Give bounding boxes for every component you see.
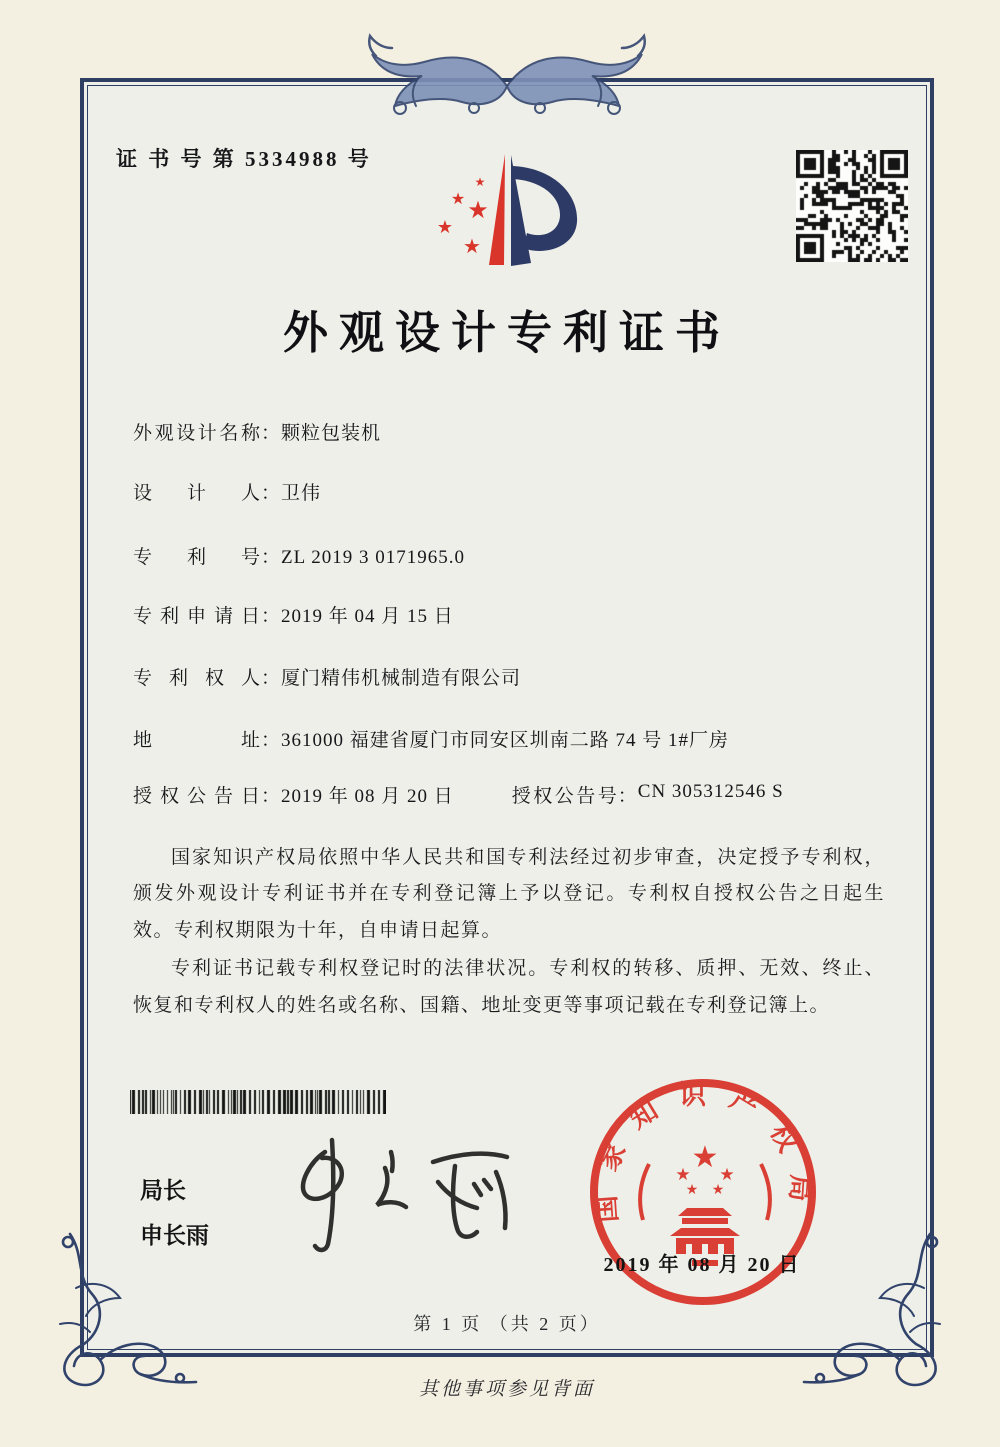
legal-text-block xyxy=(133,840,885,1026)
back-side-note: 其他事项参见背面 xyxy=(418,1379,595,1400)
seal-date: 2019 年 08 月 20 日 xyxy=(603,1254,801,1276)
svg-text:★: ★ xyxy=(691,1141,719,1174)
svg-text:★: ★ xyxy=(463,236,481,258)
field-label: 外观设计名称 xyxy=(133,423,261,444)
field-row-design-name xyxy=(133,418,381,445)
svg-text:★: ★ xyxy=(685,1183,699,1198)
svg-text:★: ★ xyxy=(450,191,466,208)
field-value: ZL 2019 3 0171965.0 xyxy=(281,547,466,568)
field-row-patent-number xyxy=(133,542,465,569)
field-label: 专利申请日 xyxy=(133,606,261,627)
grant-number-pair xyxy=(512,781,784,808)
page-number-info: 第 1 页 （共 2 页） xyxy=(413,1314,601,1334)
signer-block xyxy=(140,1168,209,1258)
field-row-grant-date-and-number xyxy=(133,781,784,808)
field-row-designer xyxy=(133,478,321,505)
certificate-title: 外观设计专利证书 xyxy=(282,308,731,358)
seal-text: 国家知识产权局 xyxy=(589,1080,817,1224)
qr-code xyxy=(796,150,908,262)
field-colon: ： xyxy=(261,786,281,807)
field-label: 地址 xyxy=(133,730,261,751)
signer-name: 申长雨 xyxy=(140,1221,209,1248)
field-colon: ： xyxy=(261,730,281,751)
field-colon: ： xyxy=(261,423,281,444)
certificate-number: 证 书 号 第 5334988 号 xyxy=(116,147,372,171)
svg-text:★: ★ xyxy=(436,217,454,237)
field-value: 厦门精伟机械制造有限公司 xyxy=(281,668,522,689)
legal-paragraph-1: 国家知识产权局依照中华人民共和国专利法经过初步审查，决定授予专利权，颁发外观设计专利证书并在专利登记簿上予以登记。专利权自授权公告之日起生效。专利权期限为十年，自申请日起算。 xyxy=(133,847,885,941)
field-row-address xyxy=(133,725,729,752)
svg-text:★: ★ xyxy=(675,1165,691,1184)
field-value: 2019 年 04 月 15 日 xyxy=(281,606,454,627)
field-value: CN 305312546 S xyxy=(637,781,784,802)
field-label: 专利号 xyxy=(133,547,261,568)
signature-stroke xyxy=(270,1130,530,1260)
field-value: 361000 福建省厦门市同安区圳南二路 74 号 1#厂房 xyxy=(281,730,730,751)
field-label: 设计人 xyxy=(133,483,261,504)
field-row-filing-date xyxy=(133,601,454,628)
field-label: 授权公告日 xyxy=(133,786,261,807)
field-label: 授权公告号 xyxy=(511,786,618,807)
svg-text:★: ★ xyxy=(711,1183,725,1198)
svg-text:★: ★ xyxy=(474,175,486,189)
svg-text:★: ★ xyxy=(719,1165,735,1184)
field-value: 卫伟 xyxy=(281,483,322,504)
legal-paragraph-2: 专利证书记载专利权登记时的法律状况。专利权的转移、质押、无效、终止、恢复和专利权人的姓名或名称、国籍、地址变更等事项记载在专利登记簿上。 xyxy=(133,958,885,1016)
signer-title: 局长 xyxy=(140,1177,186,1203)
field-colon: ： xyxy=(261,483,281,504)
field-value: 颗粒包装机 xyxy=(281,423,382,444)
field-colon: ： xyxy=(261,668,281,689)
field-colon: ： xyxy=(617,786,637,807)
svg-text:★: ★ xyxy=(467,198,489,224)
cnipa-logo-icon xyxy=(425,148,590,273)
field-row-patentee xyxy=(133,663,521,690)
field-colon: ： xyxy=(261,547,281,568)
field-value: 2019 年 08 月 20 日 xyxy=(281,786,454,807)
field-label: 专利权人 xyxy=(133,668,261,689)
barcode xyxy=(130,1090,386,1114)
field-colon: ： xyxy=(261,606,281,627)
top-dragon-ornament-icon xyxy=(362,16,652,124)
